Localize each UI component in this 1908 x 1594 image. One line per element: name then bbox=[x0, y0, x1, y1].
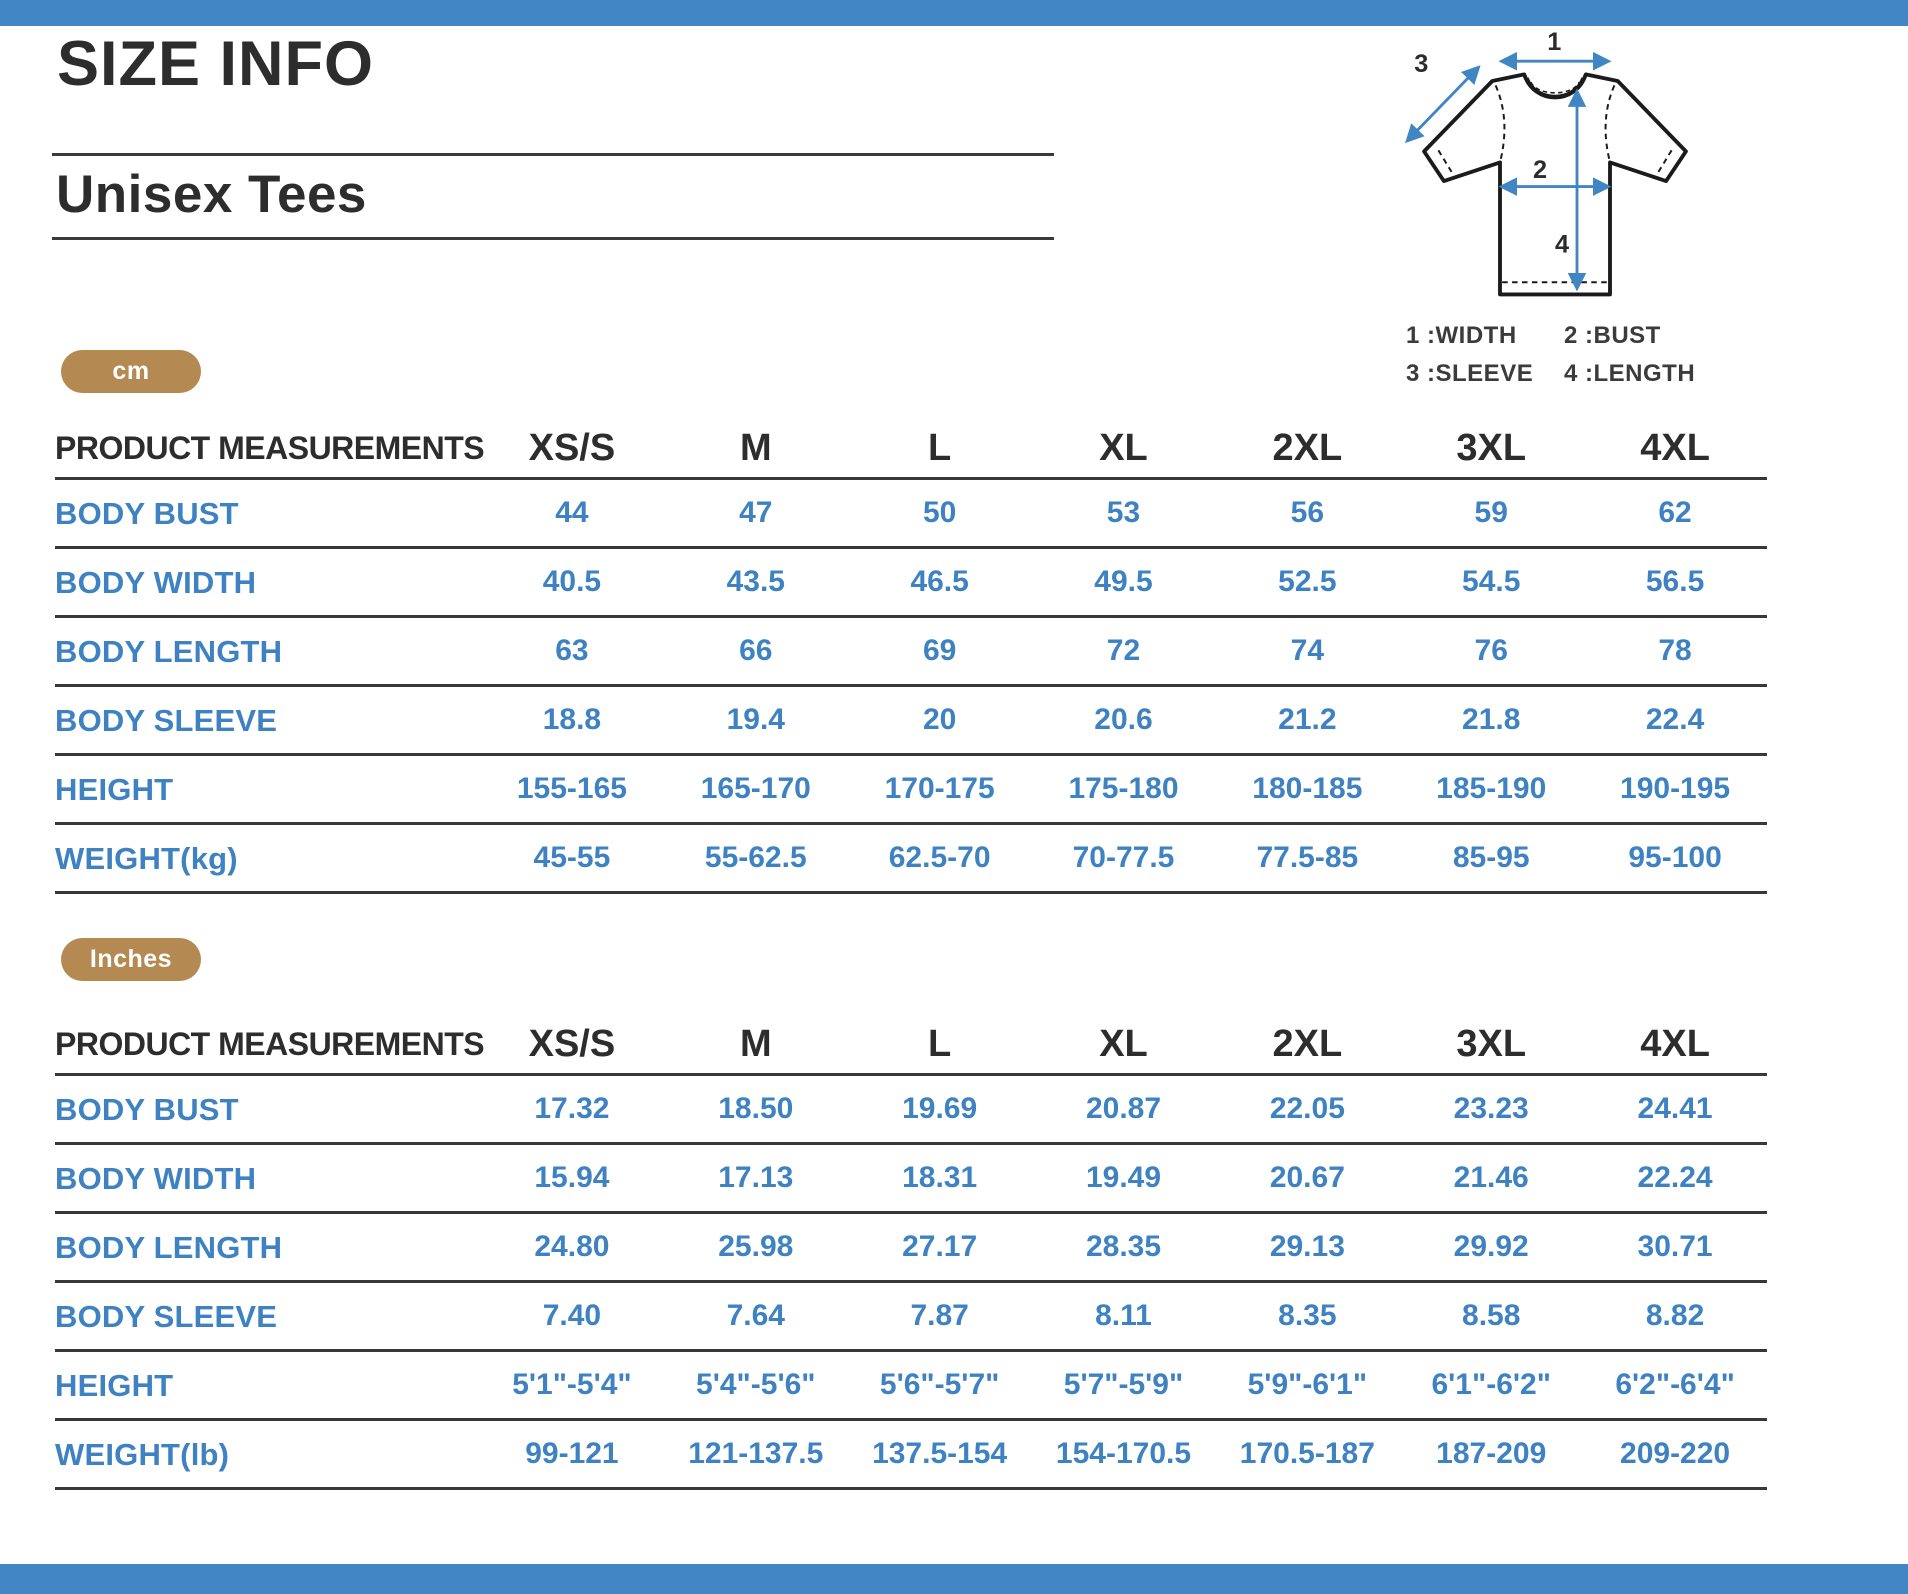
size-value: 22.05 bbox=[1269, 1092, 1345, 1125]
size-value: 19.49 bbox=[1085, 1161, 1162, 1194]
size-value: 19.69 bbox=[902, 1092, 978, 1125]
row-label: WEIGHT(lb) bbox=[55, 1436, 230, 1472]
size-value: 47 bbox=[739, 496, 773, 529]
size-value: 17.32 bbox=[534, 1092, 610, 1125]
legend-item-sleeve: 3 :SLEEVE bbox=[1406, 360, 1534, 387]
size-value: 59 bbox=[1474, 496, 1508, 529]
size-value: 44 bbox=[555, 496, 589, 529]
size-value: 29.13 bbox=[1269, 1230, 1345, 1263]
row-label: BODY BUST bbox=[55, 1091, 239, 1127]
size-value: 69 bbox=[922, 634, 957, 667]
legend-item-width: 1 :WIDTH bbox=[1406, 322, 1517, 349]
subtitle-block bbox=[52, 153, 1054, 240]
page-subtitle: Unisex Tees bbox=[56, 165, 367, 224]
table-row bbox=[55, 480, 1767, 549]
size-value: 50 bbox=[922, 496, 957, 529]
size-value: 49.5 bbox=[1094, 565, 1153, 598]
unit-badge-cm: cm bbox=[61, 350, 201, 393]
size-value: 21.8 bbox=[1462, 703, 1521, 736]
size-value: 15.94 bbox=[534, 1161, 610, 1194]
table-row bbox=[55, 1076, 1767, 1145]
size-value: 52.5 bbox=[1278, 565, 1337, 598]
size-column-header: XS/S bbox=[528, 427, 616, 469]
size-value: 6'2"-6'4" bbox=[1615, 1368, 1735, 1401]
cm-section bbox=[55, 350, 1767, 894]
marker-3-label: 3 bbox=[1414, 50, 1429, 79]
size-value: 46.5 bbox=[910, 565, 969, 598]
table-row bbox=[55, 1283, 1767, 1352]
size-column-header: XS/S bbox=[528, 1023, 616, 1065]
size-value: 209-220 bbox=[1620, 1437, 1731, 1470]
size-value: 99-121 bbox=[525, 1437, 619, 1470]
size-value: 154-170.5 bbox=[1055, 1437, 1192, 1470]
size-value: 155-165 bbox=[516, 772, 627, 805]
table-row bbox=[55, 687, 1767, 756]
size-value: 29.92 bbox=[1453, 1230, 1529, 1263]
size-value: 7.87 bbox=[910, 1299, 969, 1332]
size-value: 8.58 bbox=[1462, 1299, 1521, 1332]
size-value: 40.5 bbox=[542, 565, 602, 598]
size-value: 20 bbox=[922, 703, 957, 736]
marker-1-label: 1 bbox=[1547, 28, 1562, 57]
size-column-header: 4XL bbox=[1640, 427, 1710, 469]
tshirt-outline bbox=[1424, 74, 1686, 294]
size-value: 22.4 bbox=[1645, 703, 1705, 736]
size-value: 27.17 bbox=[902, 1230, 978, 1263]
size-value: 85-95 bbox=[1452, 841, 1530, 874]
top-accent-bar bbox=[0, 0, 1908, 26]
size-value: 45-55 bbox=[533, 841, 611, 874]
size-value: 18.31 bbox=[902, 1161, 978, 1194]
size-value: 63 bbox=[555, 634, 589, 667]
size-value: 8.82 bbox=[1645, 1299, 1705, 1332]
cm-size-table bbox=[55, 419, 1767, 894]
row-label: HEIGHT bbox=[55, 771, 174, 807]
inches-section bbox=[55, 938, 1767, 1490]
size-value: 95-100 bbox=[1628, 841, 1722, 874]
tshirt-measurement-diagram bbox=[1390, 28, 1740, 388]
size-value: 43.5 bbox=[726, 565, 785, 598]
row-label: BODY SLEEVE bbox=[55, 1298, 278, 1334]
table-row bbox=[55, 549, 1767, 618]
size-column-header: 3XL bbox=[1456, 1023, 1527, 1065]
size-value: 72 bbox=[1106, 634, 1141, 667]
row-label: BODY WIDTH bbox=[55, 564, 257, 600]
size-value: 77.5-85 bbox=[1256, 841, 1359, 874]
size-column-header: XL bbox=[1099, 427, 1148, 469]
size-value: 7.64 bbox=[726, 1299, 785, 1332]
size-column-header: L bbox=[928, 1023, 952, 1065]
size-value: 8.11 bbox=[1095, 1299, 1152, 1332]
size-value: 165-170 bbox=[700, 772, 811, 805]
row-label: WEIGHT(kg) bbox=[55, 840, 238, 876]
measurements-column-header: PRODUCT MEASUREMENTS bbox=[55, 1026, 485, 1062]
size-column-header: XL bbox=[1099, 1023, 1148, 1065]
table-header-row bbox=[55, 419, 1767, 480]
size-value: 137.5-154 bbox=[872, 1437, 1008, 1470]
table-row bbox=[55, 1352, 1767, 1421]
size-value: 19.4 bbox=[726, 703, 785, 736]
size-value: 54.5 bbox=[1462, 565, 1521, 598]
size-value: 56 bbox=[1290, 496, 1325, 529]
table-row bbox=[55, 825, 1767, 894]
measurements-column-header: PRODUCT MEASUREMENTS bbox=[55, 430, 485, 466]
table-row bbox=[55, 1145, 1767, 1214]
table-header-row bbox=[55, 1015, 1767, 1076]
size-value: 62 bbox=[1658, 496, 1692, 529]
size-value: 70-77.5 bbox=[1072, 841, 1175, 874]
size-column-header: 2XL bbox=[1272, 427, 1343, 469]
size-value: 5'7"-5'9" bbox=[1063, 1368, 1184, 1401]
size-value: 28.35 bbox=[1085, 1230, 1162, 1263]
tshirt-diagram-icon bbox=[1390, 28, 1720, 310]
size-value: 24.41 bbox=[1637, 1092, 1713, 1125]
size-value: 53 bbox=[1106, 496, 1141, 529]
table-row bbox=[55, 756, 1767, 825]
size-column-header: 2XL bbox=[1272, 1023, 1343, 1065]
page-title: SIZE INFO bbox=[57, 29, 375, 99]
size-value: 5'6"-5'7" bbox=[879, 1368, 1000, 1401]
size-value: 5'4"-5'6" bbox=[696, 1368, 816, 1401]
row-label: BODY LENGTH bbox=[55, 633, 283, 669]
marker-2-label: 2 bbox=[1533, 155, 1548, 184]
size-value: 22.24 bbox=[1637, 1161, 1713, 1194]
marker-4-label: 4 bbox=[1555, 230, 1570, 259]
row-label: BODY SLEEVE bbox=[55, 702, 278, 738]
size-value: 62.5-70 bbox=[888, 841, 991, 874]
size-value: 20.67 bbox=[1269, 1161, 1345, 1194]
table-row bbox=[55, 1421, 1767, 1490]
size-value: 78 bbox=[1658, 634, 1692, 667]
size-value: 25.98 bbox=[718, 1230, 794, 1263]
size-value: 121-137.5 bbox=[688, 1437, 824, 1470]
size-value: 20.6 bbox=[1094, 703, 1153, 736]
size-value: 23.23 bbox=[1453, 1092, 1529, 1125]
size-value: 170-175 bbox=[884, 772, 995, 805]
size-value: 5'1"-5'4" bbox=[512, 1368, 632, 1401]
size-value: 180-185 bbox=[1252, 772, 1363, 805]
size-column-header: 4XL bbox=[1640, 1023, 1710, 1065]
size-value: 24.80 bbox=[534, 1230, 610, 1263]
size-value: 170.5-187 bbox=[1239, 1437, 1375, 1470]
size-value: 21.46 bbox=[1453, 1161, 1529, 1194]
size-value: 190-195 bbox=[1620, 772, 1731, 805]
size-value: 8.35 bbox=[1278, 1299, 1337, 1332]
size-value: 185-190 bbox=[1436, 772, 1547, 805]
row-label: BODY WIDTH bbox=[55, 1160, 257, 1196]
size-value: 21.2 bbox=[1278, 703, 1337, 736]
bottom-accent-bar bbox=[0, 1564, 1908, 1594]
legend-item-bust: 2 :BUST bbox=[1564, 322, 1661, 349]
inches-size-table bbox=[55, 1015, 1767, 1490]
size-value: 18.50 bbox=[718, 1092, 794, 1125]
size-column-header: M bbox=[739, 1023, 772, 1065]
size-value: 18.8 bbox=[542, 703, 602, 736]
size-value: 20.87 bbox=[1085, 1092, 1162, 1125]
size-value: 66 bbox=[739, 634, 773, 667]
size-column-header: 3XL bbox=[1456, 427, 1527, 469]
legend-item-length: 4 :LENGTH bbox=[1564, 360, 1696, 387]
row-label: BODY BUST bbox=[55, 495, 239, 531]
size-column-header: M bbox=[739, 427, 772, 469]
size-value: 187-209 bbox=[1436, 1437, 1547, 1470]
size-value: 7.40 bbox=[542, 1299, 602, 1332]
size-value: 17.13 bbox=[718, 1161, 794, 1194]
size-value: 175-180 bbox=[1068, 772, 1179, 805]
size-column-header: L bbox=[928, 427, 952, 469]
table-row bbox=[55, 618, 1767, 687]
size-value: 76 bbox=[1474, 634, 1508, 667]
size-value: 74 bbox=[1290, 634, 1325, 667]
size-value: 55-62.5 bbox=[704, 841, 807, 874]
size-value: 56.5 bbox=[1645, 565, 1705, 598]
table-row bbox=[55, 1214, 1767, 1283]
unit-badge-inches: Inches bbox=[61, 938, 201, 981]
row-label: HEIGHT bbox=[55, 1367, 174, 1403]
row-label: BODY LENGTH bbox=[55, 1229, 283, 1265]
size-value: 5'9"-6'1" bbox=[1247, 1368, 1368, 1401]
size-value: 6'1"-6'2" bbox=[1431, 1368, 1551, 1401]
size-value: 30.71 bbox=[1637, 1230, 1713, 1263]
